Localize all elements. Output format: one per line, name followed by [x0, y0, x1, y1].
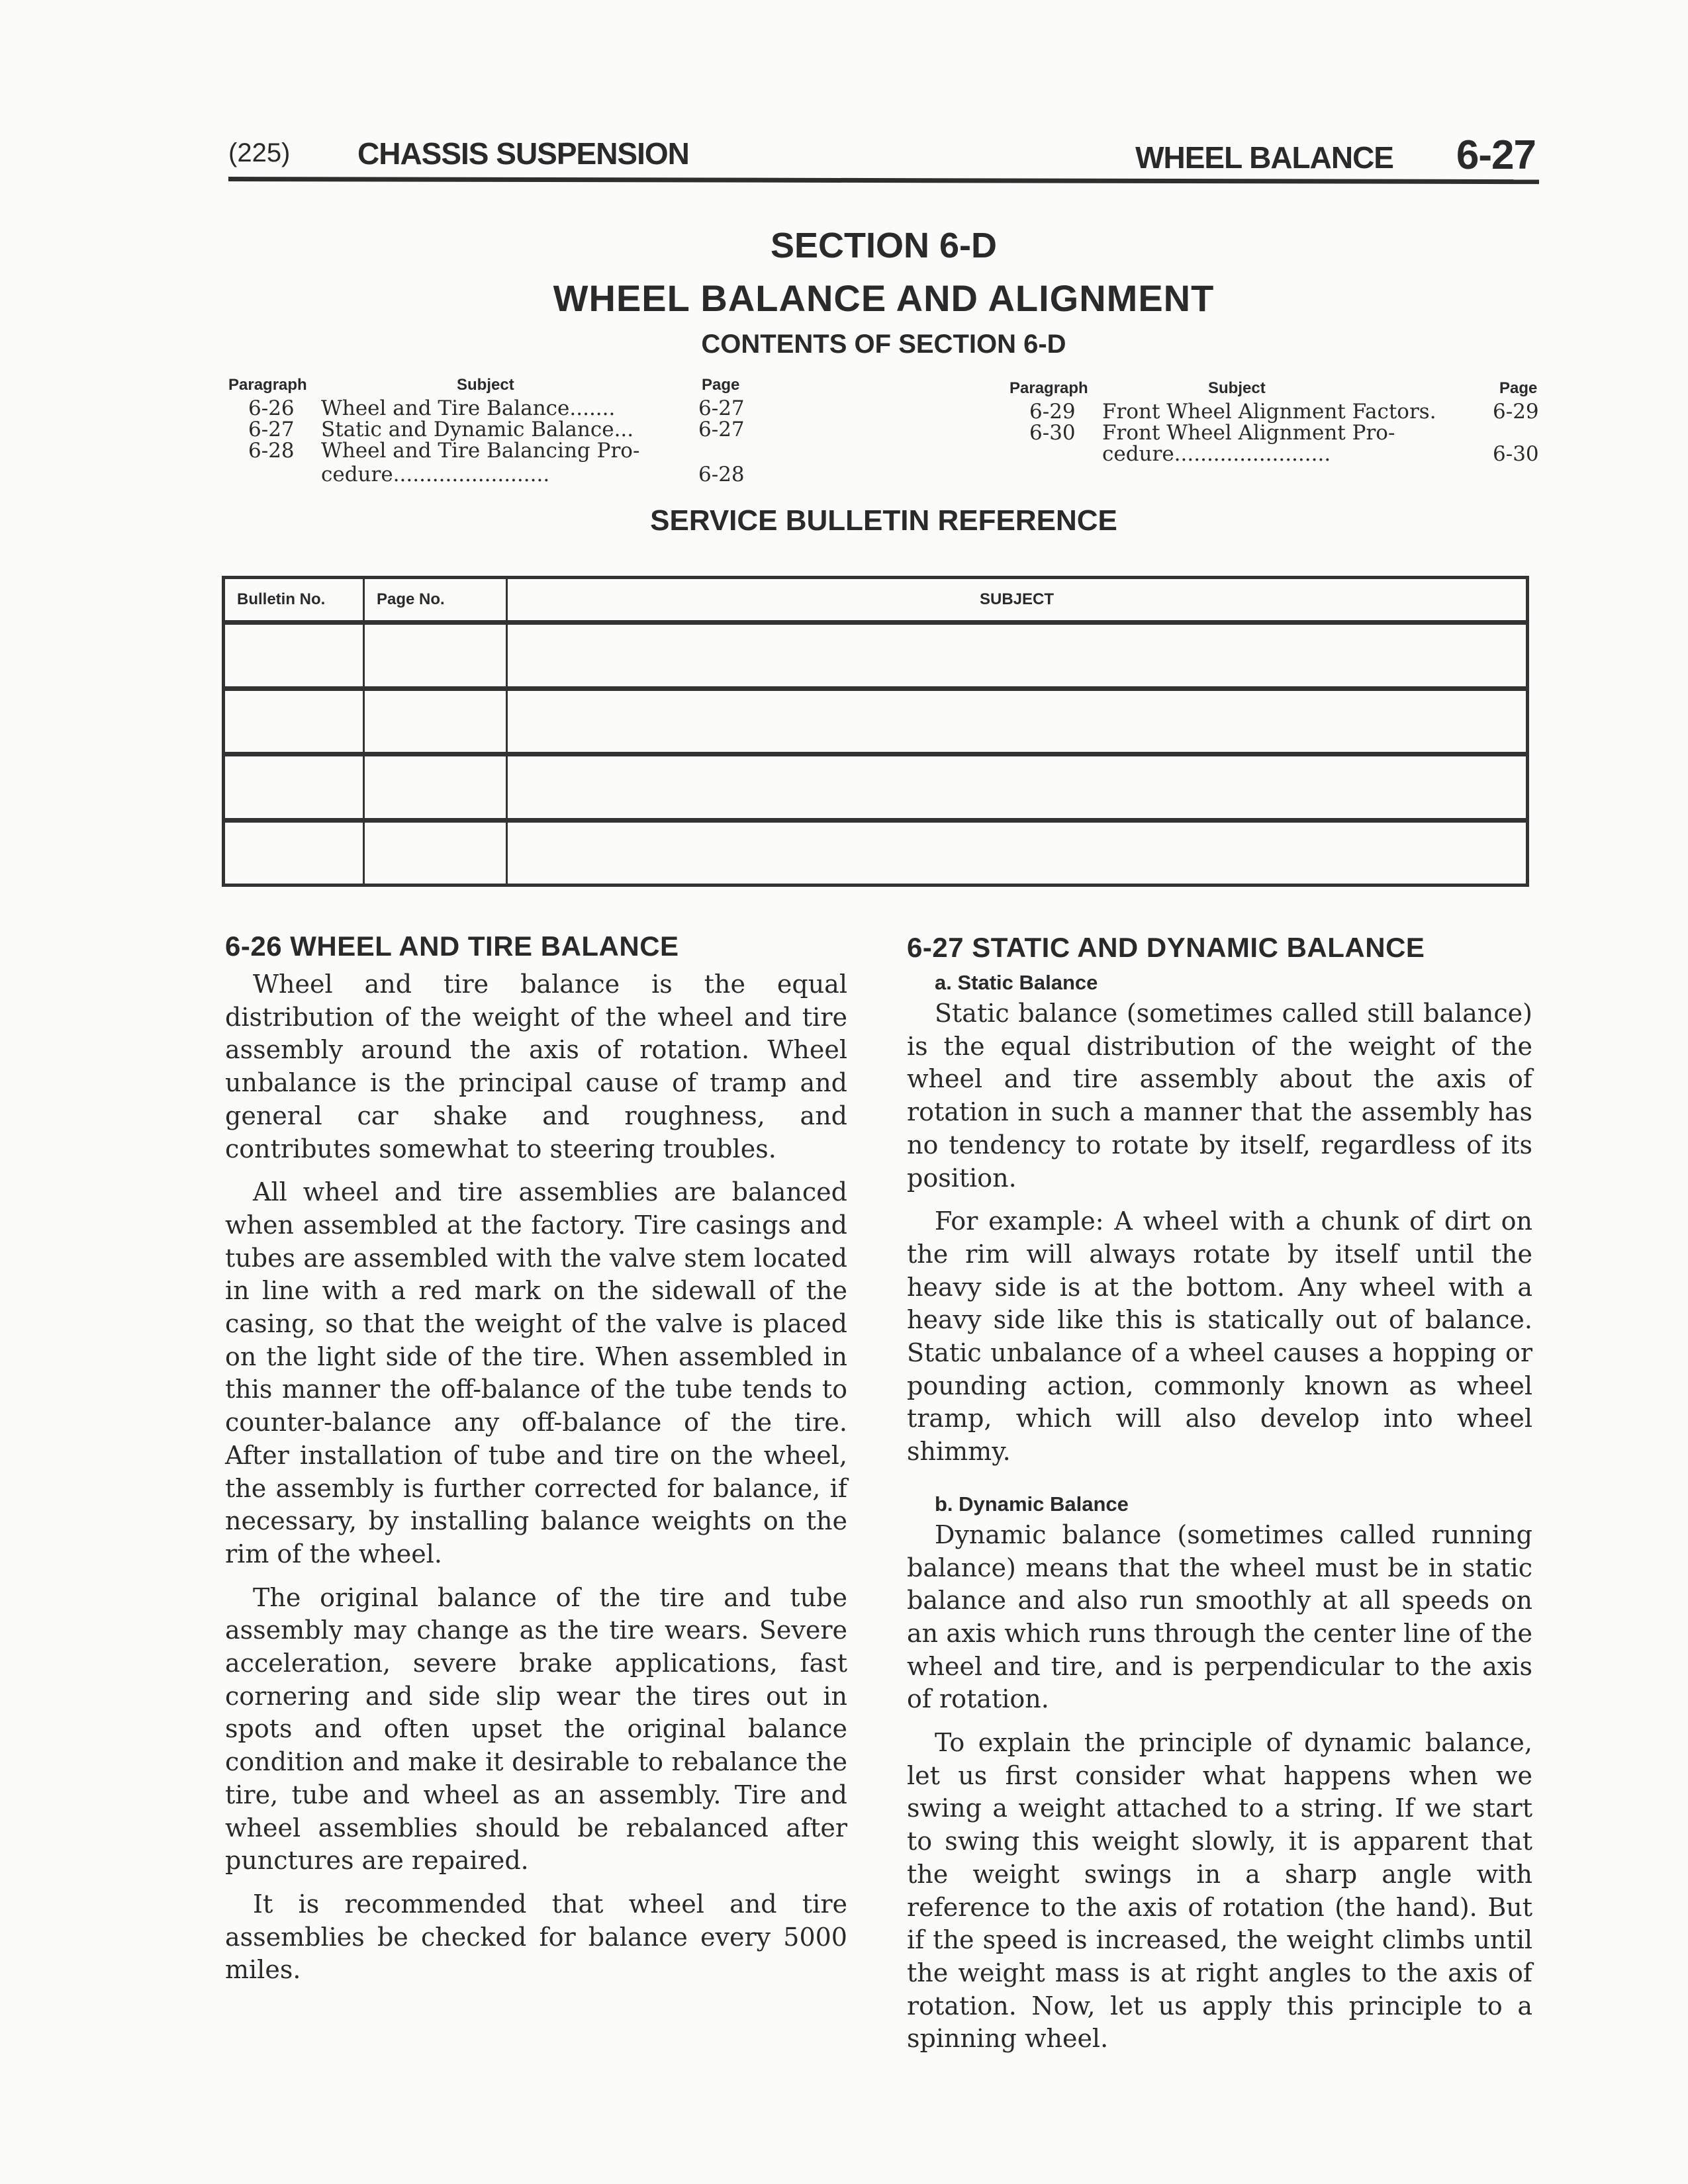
service-bulletin-table: [222, 576, 1529, 887]
contents-table-right: [1009, 377, 1559, 510]
contents-paragraph-number: 6-26: [248, 396, 295, 420]
header-chapter-title: CHASSIS SUSPENSION: [357, 136, 689, 171]
bulletin-no-cell: [224, 820, 364, 885]
header-page-reference: 6-27: [1456, 132, 1536, 178]
running-header: [228, 132, 1536, 182]
column-header-page-no: Page No.: [364, 578, 507, 623]
column-header-bulletin-no: Bulletin No.: [224, 578, 364, 623]
contents-header-paragraph: Paragraph: [228, 376, 307, 394]
table-row: [224, 623, 1528, 688]
bulletin-reference-title: SERVICE BULLETIN REFERENCE: [650, 504, 1117, 537]
table-header-row: [224, 578, 1528, 623]
contents-subject-continued: cedure........................: [321, 463, 550, 486]
page-no-cell: [364, 820, 507, 885]
column-header-subject: SUBJECT: [507, 578, 1528, 623]
contents-paragraph-number: 6-29: [1029, 400, 1076, 424]
contents-header-paragraph: Paragraph: [1009, 379, 1088, 397]
section-6-27: [907, 931, 1532, 2066]
contents-page: 6-27: [698, 418, 745, 441]
body-paragraph: For example: A wheel with a chunk of dirt on the rim will always rotate by itself until the heavy side is at the bottom. Any wheel with a heavy side like this is statically out of balance. Static unbalance of a wheel causes a hopping or pounding action, commonly known as wheel tramp, which will also develop into wheel shimmy.: [907, 1206, 1532, 1467]
section-heading-6-26: 6-26 WHEEL AND TIRE BALANCE: [225, 931, 679, 962]
contents-page: 6-27: [698, 396, 745, 420]
section-title: WHEEL BALANCE AND ALIGNMENT: [553, 277, 1215, 319]
contents-header-page: Page: [1499, 379, 1538, 397]
subheading-static-balance: a. Static Balance: [935, 971, 1098, 994]
contents-subject: Static and Dynamic Balance...: [321, 418, 634, 441]
body-paragraph: Wheel and tire balance is the equal distribution of the weight of the wheel and tire assembly around the axis of rotation. Wheel unbalance is the principal cause of tramp and general car shake and roughness, and contributes somewhat to steering troubles.: [225, 970, 847, 1163]
section-number: SECTION 6-D: [770, 226, 998, 265]
contents-table-left: [228, 374, 890, 506]
table-row: [224, 688, 1528, 754]
body-paragraph: The original balance of the tire and tube assembly may change as the tire wears. Severe acceleration, severe brake applications, fast cornering and side slip wear the tires out in spots and often upset the original balance condition and make it desirable to rebalance the tire, tube and wheel as an assembly. Tire and wheel assemblies should be rebalanced after punctures are repaired.: [225, 1582, 847, 1876]
table-row: [224, 754, 1528, 820]
section-heading-6-27: 6-27 STATIC AND DYNAMIC BALANCE: [907, 932, 1425, 963]
bulletin-no-cell: [224, 688, 364, 754]
contents-paragraph-number: 6-30: [1029, 421, 1076, 445]
body-paragraph: It is recommended that wheel and tire assemblies be checked for balance every 5000 miles.: [225, 1889, 847, 1985]
subject-cell: [507, 820, 1528, 885]
contents-subject: Wheel and Tire Balancing Pro-: [321, 439, 640, 463]
contents-header-subject: Subject: [457, 376, 514, 394]
bulletin-no-cell: [224, 754, 364, 820]
contents-subject: Front Wheel Alignment Pro-: [1102, 421, 1395, 445]
body-paragraph: To explain the principle of dynamic balance, let us first consider what happens when we swing a weight attached to a string. If we start to swing this weight slowly, it is apparent that the weight swings in a sharp angle with reference to the axis of rotation (the hand). But if the speed is increased, the weight climbs until the weight mass is at right angles to the axis of rotation. Now, let us apply this principle to a spinning wheel.: [907, 1728, 1532, 2054]
page-no-cell: [364, 754, 507, 820]
contents-subject: Front Wheel Alignment Factors.: [1102, 400, 1436, 424]
contents-header-subject: Subject: [1208, 379, 1266, 397]
section-6-26: [225, 930, 847, 1997]
page-no-cell: [364, 688, 507, 754]
subject-cell: [507, 688, 1528, 754]
header-section-title: WHEEL BALANCE: [1135, 140, 1393, 175]
contents-subject-continued: cedure........................: [1102, 442, 1331, 466]
page-no-cell: [364, 623, 507, 688]
contents-subject: Wheel and Tire Balance.......: [321, 396, 616, 420]
contents-page: 6-28: [698, 463, 745, 486]
body-paragraph: Static balance (sometimes called still balance) is the equal distribution of the weight of the wheel and tire assembly about the axis of rotation in such a manner that the assembly has no tendency to rotate by itself, regardless of its position.: [907, 999, 1532, 1193]
contents-title: CONTENTS OF SECTION 6-D: [701, 330, 1066, 359]
contents-paragraph-number: 6-27: [248, 418, 295, 441]
header-page-number: (225): [228, 138, 291, 167]
contents-page: 6-29: [1493, 400, 1539, 424]
body-paragraph: All wheel and tire assemblies are balanced when assembled at the factory. Tire casings and tubes are assembled with the valve stem located in line with a red mark on the sidewall of the casing, so that the weight of the valve is placed on the light side of the tire. When assembled in this manner the off-balance of the tube tends to counter-balance any off-balance of the tire. After installation of tube and tire on the wheel, the assembly is further corrected for balance, if necessary, by installing balance weights on the rim of the wheel.: [225, 1177, 847, 1569]
bulletin-no-cell: [224, 623, 364, 688]
contents-header-page: Page: [702, 376, 740, 394]
subject-cell: [507, 623, 1528, 688]
table-row: [224, 820, 1528, 885]
contents-page: 6-30: [1493, 442, 1539, 466]
subject-cell: [507, 754, 1528, 820]
body-paragraph: Dynamic balance (sometimes called running balance) means that the wheel must be in static balance and also run smoothly at all speeds on an axis which runs through the center line of the wheel and tire, and is perpendicular to the axis of rotation.: [907, 1520, 1532, 1714]
subheading-dynamic-balance: b. Dynamic Balance: [935, 1492, 1129, 1516]
contents-paragraph-number: 6-28: [248, 439, 295, 463]
